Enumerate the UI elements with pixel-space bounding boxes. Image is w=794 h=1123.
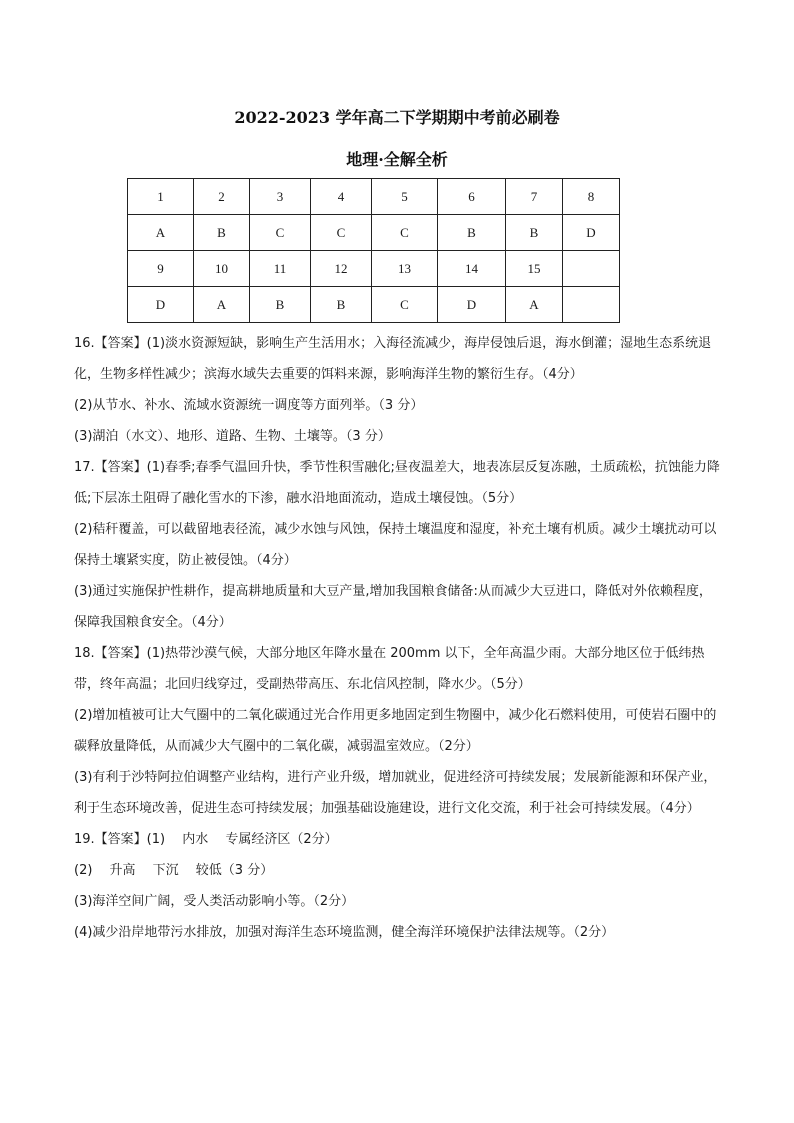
answer-paragraph: (4)减少沿岸地带污水排放，加强对海洋生态环境监测，健全海洋环境保护法律法规等。（2分）	[74, 925, 615, 940]
answer-paragraph: 18.【答案】(1)热带沙漠气候，大部分地区年降水量在 200mm 以下，全年高温少雨。大部分地区位于低纬热带，终年高温；北回归线穿过，受副热带高压、东北信风控制，降水少。（5分）	[74, 646, 705, 692]
table-row	[128, 251, 620, 287]
table-cell: D	[438, 287, 506, 323]
table-cell: 9	[128, 251, 194, 287]
page-subtitle: 地理·全解全析	[346, 150, 448, 169]
table-row	[128, 179, 620, 215]
page-title: 2022-2023 学年高二下学期期中考前必刷卷	[234, 108, 560, 127]
answer-paragraph: (2) 升高 下沉 较低（3 分）	[74, 863, 274, 878]
answer-paragraph: (3)湖泊（水文）、地形、道路、生物、土壤等。（3 分）	[74, 429, 391, 444]
table-cell: A	[194, 287, 250, 323]
table-cell: A	[128, 215, 194, 251]
table-cell: 5	[372, 179, 438, 215]
answer-explanations	[74, 328, 724, 948]
table-row	[128, 287, 620, 323]
table-cell: 4	[311, 179, 372, 215]
table-cell: D	[563, 215, 620, 251]
table-cell: 10	[194, 251, 250, 287]
table-cell: 6	[438, 179, 506, 215]
table-cell: C	[372, 215, 438, 251]
table-cell: B	[311, 287, 372, 323]
answer-paragraph: (2)秸秆覆盖，可以截留地表径流，减少水蚀与风蚀，保持土壤温度和湿度，补充土壤有机质。减少土壤扰动可以保持土壤紧实度，防止被侵蚀。（4分）	[74, 522, 717, 568]
table-cell: 15	[506, 251, 563, 287]
table-cell: B	[250, 287, 311, 323]
answer-paragraph: (2)增加植被可让大气圈中的二氧化碳通过光合作用更多地固定到生物圈中，减少化石燃料使用，可使岩石圈中的碳释放量降低，从而减少大气圈中的二氧化碳，减弱温室效应。（2分）	[74, 708, 717, 754]
table-row	[128, 215, 620, 251]
answer-table	[127, 178, 620, 323]
table-cell: 1	[128, 179, 194, 215]
table-cell: B	[506, 215, 563, 251]
table-cell: B	[194, 215, 250, 251]
table-cell: 2	[194, 179, 250, 215]
table-cell: C	[250, 215, 311, 251]
answer-paragraph: 17.【答案】(1)春季;春季气温回升快，季节性积雪融化;昼夜温差大，地表冻层反复冻融，土质疏松，抗蚀能力降低;下层冻土阻碍了融化雪水的下渗，融水沿地面流动，造成土壤侵蚀。（5分）	[74, 460, 720, 506]
table-cell: A	[506, 287, 563, 323]
answer-paragraph: (3)海洋空间广阔，受人类活动影响小等。（2分）	[74, 894, 355, 909]
table-cell	[563, 287, 620, 323]
answer-paragraph: (3)有利于沙特阿拉伯调整产业结构，进行产业升级，增加就业，促进经济可持续发展；发展新能源和环保产业，利于生态环境改善，促进生态可持续发展；加强基础设施建设，进行文化交流，利于社会可持续发展。（4分）	[74, 770, 717, 816]
table-cell: C	[372, 287, 438, 323]
table-cell: 3	[250, 179, 311, 215]
table-cell: 14	[438, 251, 506, 287]
table-cell: D	[128, 287, 194, 323]
answer-paragraph: (3)通过实施保护性耕作，提高耕地质量和大豆产量,增加我国粮食储备:从而减少大豆进口，降低对外依赖程度，保障我国粮食安全。（4分）	[74, 584, 712, 630]
table-cell: 8	[563, 179, 620, 215]
table-cell	[563, 251, 620, 287]
table-cell: 12	[311, 251, 372, 287]
table-cell: 11	[250, 251, 311, 287]
table-cell: 13	[372, 251, 438, 287]
answer-paragraph: (2)从节水、补水、流域水资源统一调度等方面列举。（3 分）	[74, 398, 424, 413]
table-cell: 7	[506, 179, 563, 215]
table-cell: C	[311, 215, 372, 251]
answer-paragraph: 19.【答案】(1) 内水 专属经济区（2分）	[74, 832, 338, 847]
table-cell: B	[438, 215, 506, 251]
answer-table-body	[128, 179, 620, 323]
answer-paragraph: 16.【答案】(1)淡水资源短缺，影响生产生活用水；入海径流减少，海岸侵蚀后退，海水倒灌；湿地生态系统退化，生物多样性减少；滨海水域失去重要的饵料来源，影响海洋生物的繁衍生存。（4分）	[74, 336, 712, 382]
